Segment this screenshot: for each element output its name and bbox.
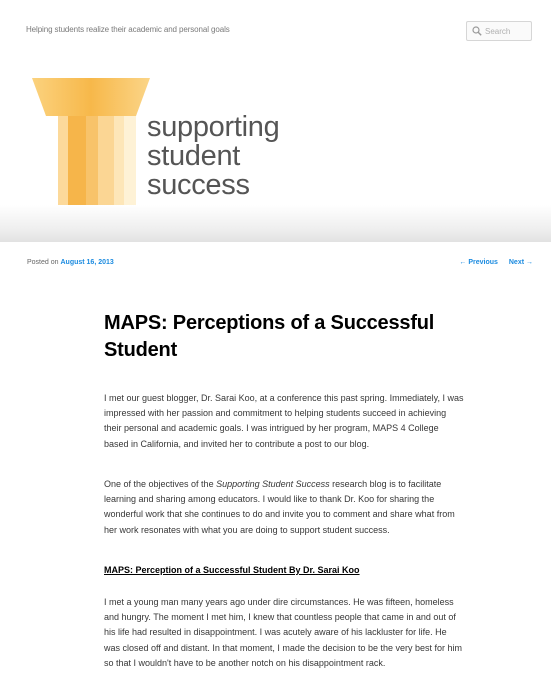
post-paragraph-3: I met a young man many years ago under dire circumstances. He was fifteen, homeless and hungry. The moment I met him, I knew that countless people that came in and out of his life had resulted in disappointment. I was acutely aware of his lackluster for life. He was closed off and distant. In that moment, I made the decision to be the very best for him so that I wouldn't have to be another notch on his disappointment rack.	[104, 597, 463, 668]
previous-post-link[interactable]: ← Previous	[459, 259, 498, 266]
logo-word-student: student	[147, 140, 241, 172]
para2-italic-blog-name: Supporting Student Success	[216, 479, 330, 489]
header-divider	[0, 205, 551, 242]
post-meta	[27, 259, 114, 266]
logo-word-success: success	[147, 169, 250, 201]
post-paragraph-2	[104, 477, 464, 538]
site-tagline: Helping students realize their academic and personal goals	[26, 25, 230, 34]
post-date-link[interactable]: August 16, 2013	[60, 259, 114, 266]
post-title: MAPS: Perceptions of a Successful Student	[104, 312, 435, 361]
para2-text-before: One of the objectives of the	[104, 479, 217, 489]
site-header	[0, 0, 551, 242]
search-box[interactable]	[466, 21, 532, 41]
post-subheading: MAPS: Perception of a Successful Student By Dr. Sarai Koo	[104, 565, 360, 575]
site-logo-text	[147, 113, 279, 200]
post-navigation	[450, 259, 533, 266]
para2-text-after: research blog is to facilitate learning and sharing among educators. I would like to thank Dr. Koo for sharing the wonderful work that she continues to do and invite you to comment and share what from her work resonates with what you are doing to support student success.	[104, 479, 455, 535]
posted-on-label: Posted on	[27, 259, 59, 266]
search-icon	[472, 26, 482, 36]
search-input[interactable]	[483, 24, 531, 38]
post-article	[104, 310, 464, 668]
logo-word-supporting: supporting	[147, 111, 280, 143]
post-paragraph-1: I met our guest blogger, Dr. Sarai Koo, at a conference this past spring. Immediately, I was impressed with her passion and commitment to helping students succeed in achieving their personal and academic goals. I was intrigued by her program, MAPS 4 College based in California, and invited her to contribute a post to our blog.	[104, 393, 464, 449]
next-post-link[interactable]: Next →	[508, 259, 533, 266]
